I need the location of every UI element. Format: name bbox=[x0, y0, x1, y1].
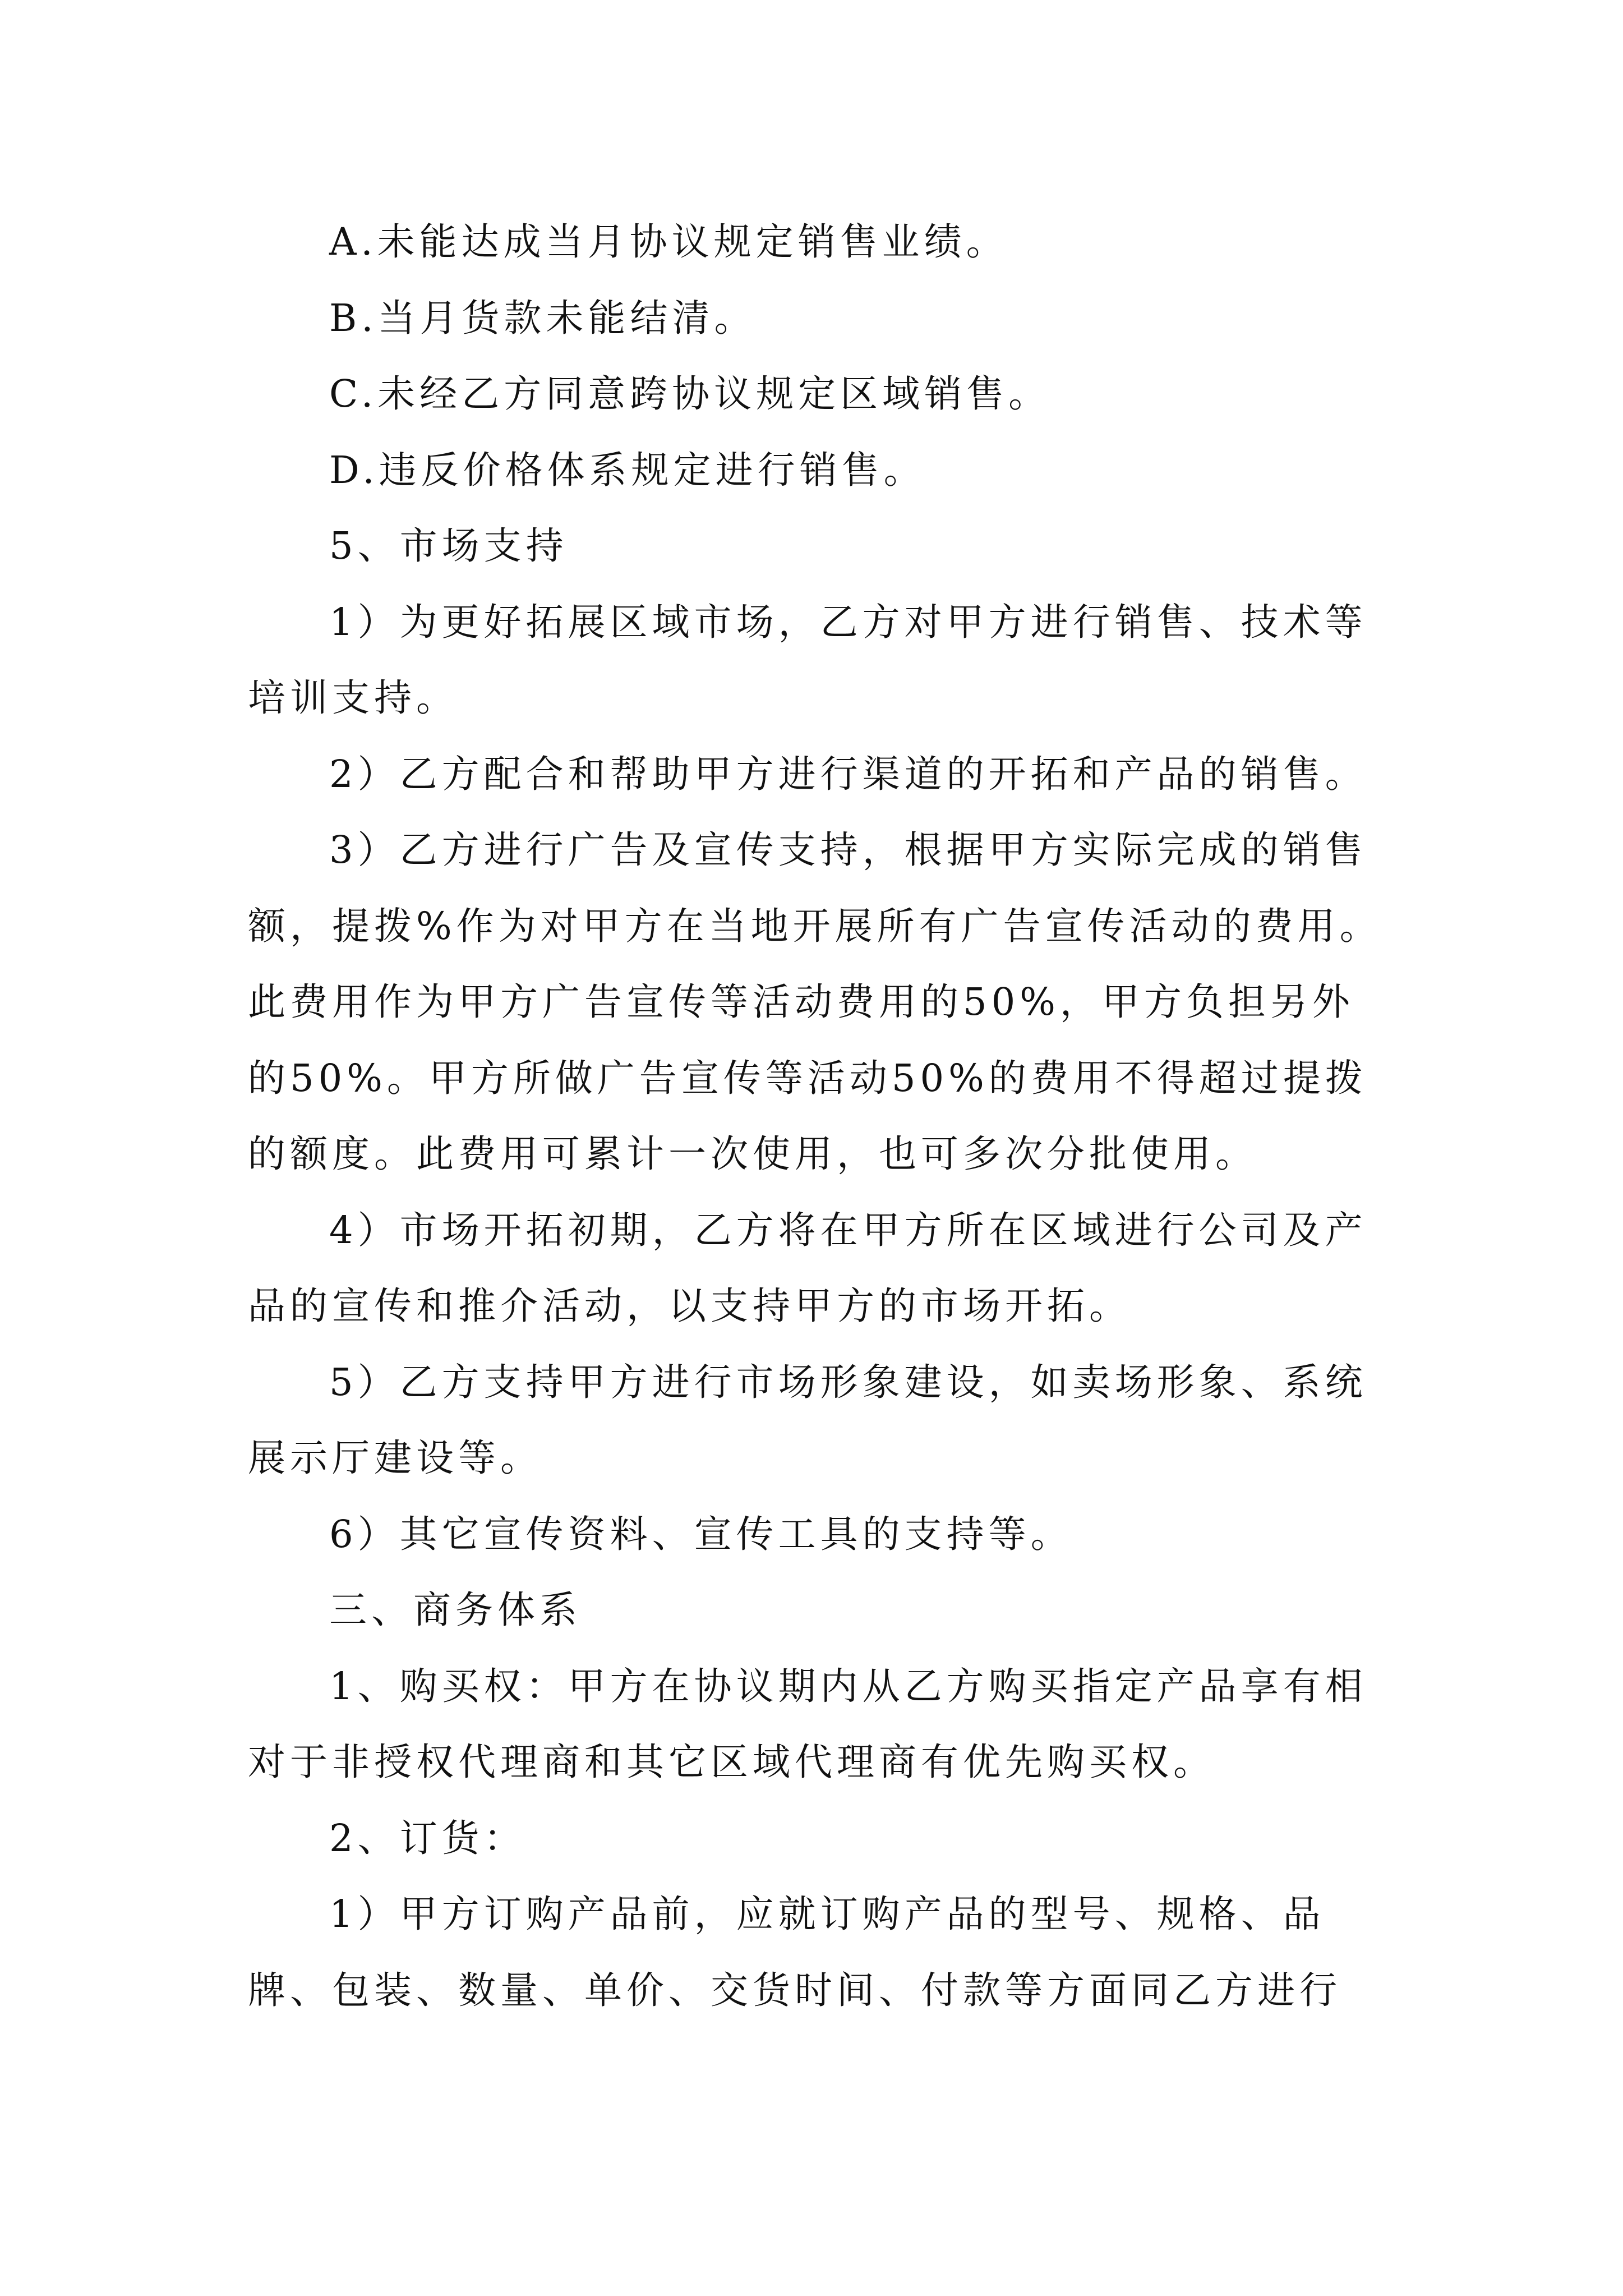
clause-a: A.未能达成当月协议规定销售业绩。 bbox=[329, 220, 1008, 264]
market-support-item-1: 1）为更好拓展区域市场，乙方对甲方进行销售、技术等培训支持。 bbox=[248, 600, 1367, 720]
clause-d: D.违反价格体系规定进行销售。 bbox=[329, 448, 926, 492]
clause-c: C.未经乙方同意跨协议规定区域销售。 bbox=[329, 372, 1051, 416]
market-support-item-6: 6）其它宣传资料、宣传工具的支持等。 bbox=[329, 1512, 1073, 1556]
market-support-item-3: 3）乙方进行广告及宣传支持，根据甲方实际完成的销售额，提拨%作为对甲方在当地开展所有广告宣传活动的费用。此费用作为甲方广告宣传等活动费用的50%，甲方负担另外的50%。甲方所做广告宣传等活动50%的费用不得超过提拨的额度。此费用可累计一次使用，也可多次分批使用。 bbox=[248, 828, 1382, 1176]
business-item-purchase-right: 1、购买权：甲方在协议期内从乙方购买指定产品享有相对于非授权代理商和其它区域代理商有优先购买权。 bbox=[248, 1664, 1367, 1784]
document-body bbox=[248, 204, 1392, 2028]
market-support-item-5: 5）乙方支持甲方进行市场形象建设，如卖场形象、系统展示厅建设等。 bbox=[248, 1360, 1367, 1480]
clause-b: B.当月货款未能结清。 bbox=[329, 296, 757, 340]
section-market-support-heading: 5、市场支持 bbox=[329, 524, 568, 568]
market-support-item-2: 2）乙方配合和帮助甲方进行渠道的开拓和产品的销售。 bbox=[329, 752, 1367, 796]
market-support-item-4: 4）市场开拓初期，乙方将在甲方所在区域进行公司及产品的宣传和推介活动，以支持甲方的市场开拓。 bbox=[248, 1208, 1367, 1328]
section-business-system-heading: 三、商务体系 bbox=[329, 1588, 582, 1632]
business-item-ordering-heading: 2、订货： bbox=[329, 1816, 526, 1860]
ordering-item-1: 1）甲方订购产品前，应就订购产品的型号、规格、品牌、包装、数量、单价、交货时间、付款等方面同乙方进行 bbox=[248, 1892, 1341, 2012]
